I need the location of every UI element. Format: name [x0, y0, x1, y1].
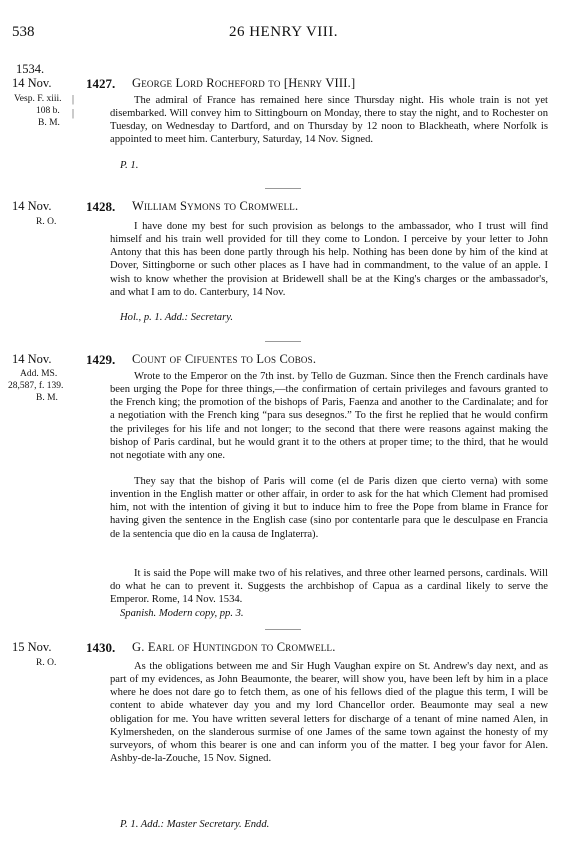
- entry-date: 15 Nov.: [12, 640, 52, 654]
- entry-title: Count of Cifuentes to Los Cobos.: [132, 352, 317, 366]
- page-number: 538: [12, 24, 35, 40]
- entry-paragraph: They say that the bishop of Paris will come (el de Paris dizen que cierto verna) with some invention in the English matter or other affair, in order to ask for the hat which Clement had promised him, not with the intention of giving it but to induce him to free the Pope from blame in France for having given the sentence in the English case (sino por contentarle para que le desculpase en Francia de la sentencia que dio en la causa de Inglaterra).: [110, 476, 548, 540]
- entry-note: Spanish. Modern copy, pp. 3.: [120, 608, 244, 619]
- running-header: [0, 22, 567, 44]
- entry-note: P. 1.: [120, 160, 139, 171]
- entry-paragraph: Wrote to the Emperor on the 7th inst. by Tello de Guzman. Since then the French cardinals have been urging the Pope for three things,—the confirmation of certain privileges and favours granted to the French king; the promotion of the bishops of Paris, Faenza and another to the Cardinalate; and for a negotiation with the French king “para sus desegnos.” To the first he replied that he would confirm the privileges for his life and not longer; to the second that there were reasons against making the bishop of Paris cardinal, but he would grant it to the others at proper time; to the third, that he would not negotiate with any one.: [110, 371, 548, 461]
- entry-paragraph: I have done my best for such provision as belongs to the ambassador, who I trust will find himself and his train well provided for till they come to London. I perceive by your letter to John Antony that this has been done partly through his help. Nothing has been done by him of the kind at Dover, Sittingborne or such other places as I have had in commandment, to the value of an apple. I wish to know whether the provision at Bridewell shall be at the King's charges or the ambassador's, and what I am to do. Canterbury, 14 Nov.: [110, 221, 548, 298]
- source-line: 28,587, f. 139.: [8, 381, 64, 391]
- entry-note: Hol., p. 1. Add.: Secretary.: [120, 312, 233, 323]
- entry-paragraph: As the obligations between me and Sir Hugh Vaughan expire on St. Andrew's day next, and as part of my evidences, as John Beaumonte, the bearer, will show you, have been left by him in a place where he does not dare go to fetch them, as one of his fellows died of the plague this term, I will be content to abide whatever day you and my lord Chancellor order. Beaumonte may seal a new obligation for me. You have written several letters for discharge of a tenant of mine named Alen, in Kylmersheden, on the slanderous surmise of one James of the same town against the honesty of my surveyors, of whom this bearer is one and can inform you of the matter. I beg your favor for Alen. Ashby-de-la-Zouche, 15 Nov. Signed.: [110, 661, 548, 765]
- entry-title: G. Earl of Huntingdon to Cromwell.: [132, 640, 336, 654]
- entry-date: 14 Nov.: [12, 76, 52, 90]
- source-line: B. M.: [36, 393, 58, 403]
- entry-divider: [0, 629, 567, 630]
- year-label: 1534.: [16, 62, 45, 76]
- entry-paragraph: The admiral of France has remained here since Thursday night. His whole train is not yet disembarked. Will convey him to Sittingbourn on Monday, there to stay the night, and to Rochester on Tuesday, on Wednesday to Dartford, and on Thursday by 12 noon to Blackheath, where Norfolk is appointed to meet him. Canterbury, Saturday, 14 Nov. Signed.: [110, 95, 548, 146]
- entry-title: George Lord Rocheford to [Henry VIII.]: [132, 76, 356, 90]
- brace-mark: |: [72, 94, 75, 105]
- brace-mark: |: [72, 108, 75, 119]
- entry-note: P. 1. Add.: Master Secretary. Endd.: [120, 819, 270, 830]
- entry-divider: [0, 341, 567, 342]
- entry-title: William Symons to Cromwell.: [132, 199, 299, 213]
- entry-number: 1430.: [86, 640, 116, 655]
- entry-number: 1427.: [86, 76, 116, 91]
- running-title: 26 HENRY VIII.: [228, 24, 339, 40]
- source-line: R. O.: [36, 217, 57, 227]
- entry-date: 14 Nov.: [12, 352, 52, 366]
- entry-number: 1429.: [86, 352, 116, 367]
- entry-date: 14 Nov.: [12, 199, 52, 213]
- entry-number: 1428.: [86, 199, 116, 214]
- source-line: R. O.: [36, 658, 57, 668]
- source-line: Add. MS.: [20, 369, 58, 379]
- source-line: Vesp. F. xiii.: [14, 94, 62, 104]
- entry-divider: [0, 188, 567, 189]
- source-line: 108 b.: [36, 106, 60, 116]
- source-line: B. M.: [38, 118, 60, 128]
- entry-paragraph: It is said the Pope will make two of his relatives, and three other learned persons, cardinals. Will do what he can to prevent it. Suggests the archbishop of Capua as a cardinal likely to serve the Emperor. Rome, 14 Nov. 1534.: [110, 568, 548, 606]
